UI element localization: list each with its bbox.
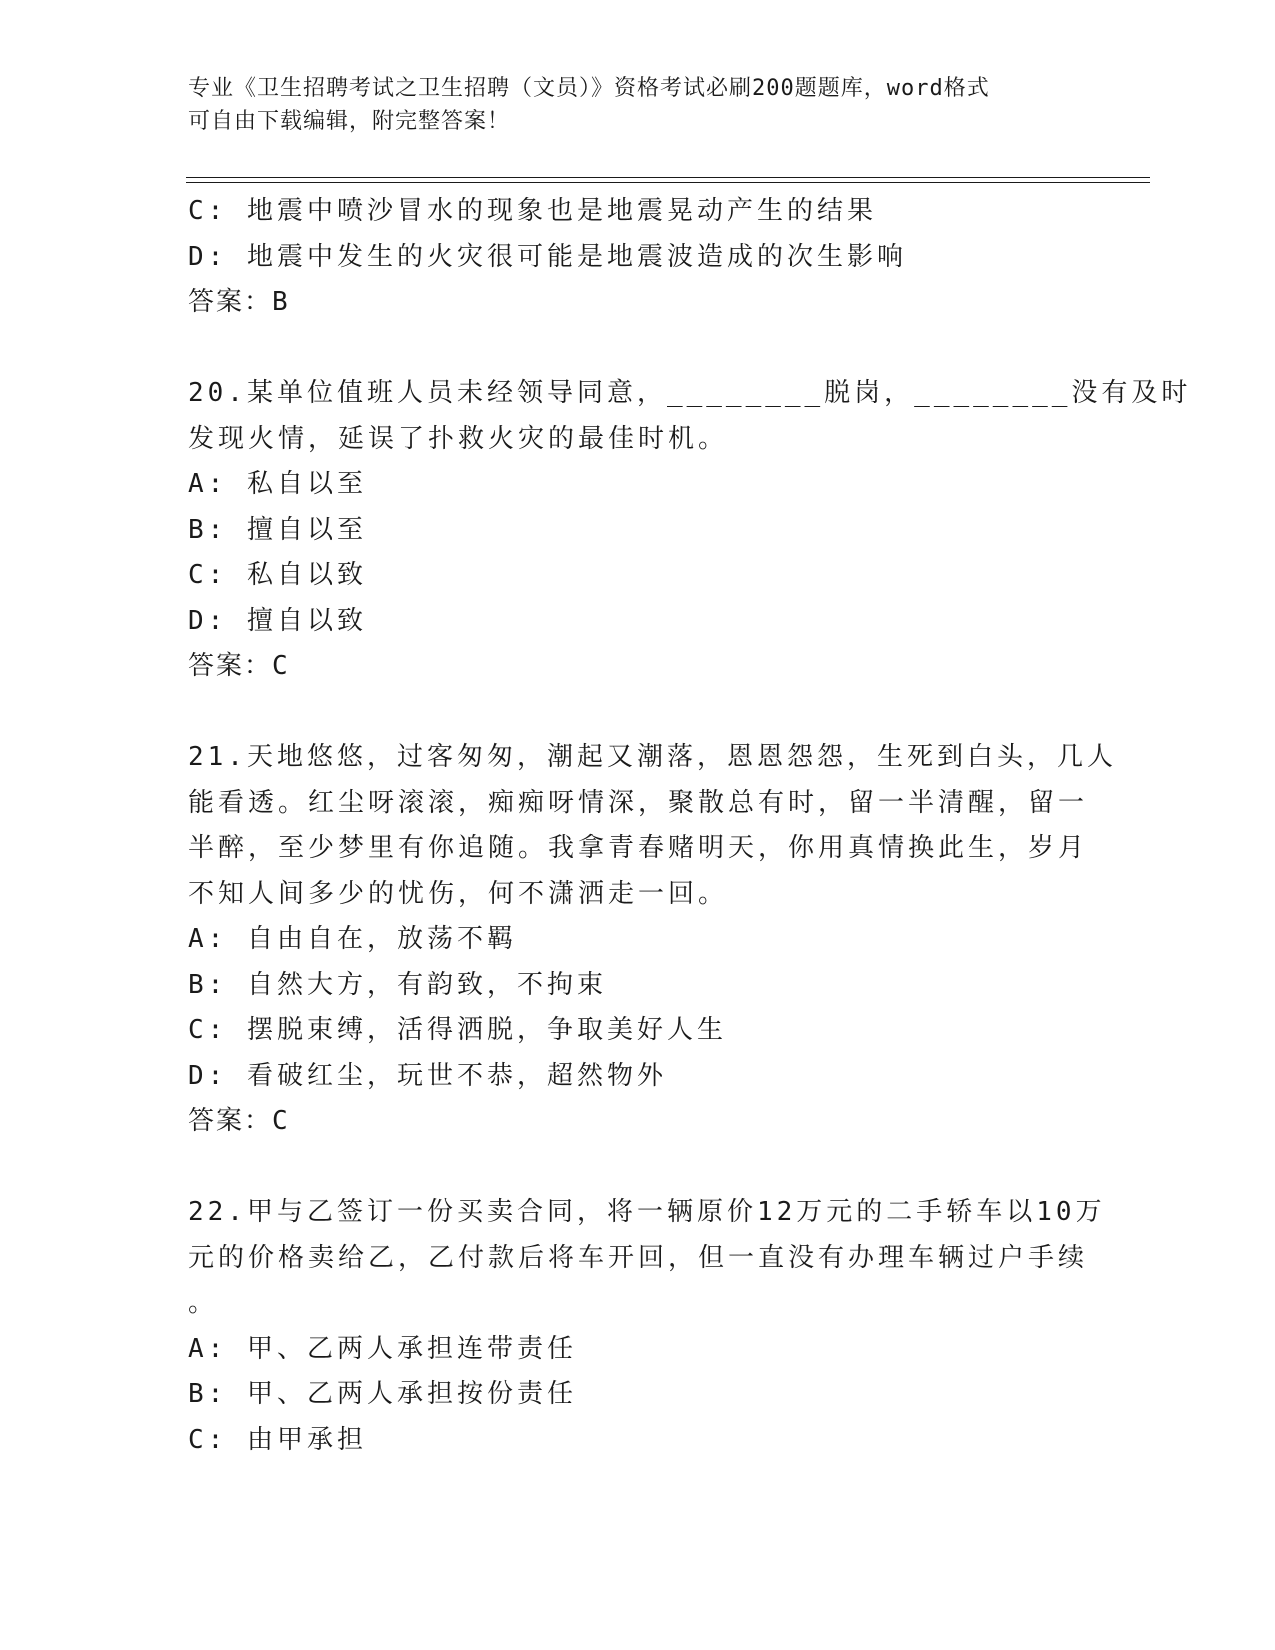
spacer <box>188 1145 1088 1191</box>
document-header <box>188 72 1068 138</box>
answer: 答案：B <box>188 287 290 317</box>
question-stem: 元的价格卖给乙，乙付款后将车开回，但一直没有办理车辆过户手续 <box>188 1242 1089 1273</box>
option-c: C: 地震中喷沙冒水的现象也是地震晃动产生的结果 <box>188 196 877 226</box>
option-d: D: 擅自以致 <box>188 605 367 636</box>
question-stem: 22.甲与乙签订一份买卖合同，将一辆原价12万元的二手轿车以10万 <box>188 1197 1106 1227</box>
option-c: C: 摆脱束缚，活得洒脱，争取美好人生 <box>188 1015 727 1045</box>
question-20 <box>188 371 1192 690</box>
question-stem: 能看透。红尘呀滚滚，痴痴呀情深，聚散总有时，留一半清醒，留一 <box>188 787 1089 818</box>
spacer <box>188 326 1088 372</box>
option-a: A: 私自以至 <box>188 469 367 499</box>
option-b: B: 甲、乙两人承担按份责任 <box>188 1379 577 1409</box>
header-rule-top <box>186 177 1150 178</box>
option-a: A: 自由自在，放荡不羁 <box>188 924 517 954</box>
option-c: C: 私自以致 <box>188 560 367 590</box>
question-stem: 不知人间多少的忧伤，何不潇洒走一回。 <box>188 878 729 909</box>
question-stem: 20.某单位值班人员未经领导同意，________脱岗，________没有及时 <box>188 378 1192 408</box>
option-c: C: 由甲承担 <box>188 1424 367 1455</box>
option-b: B: 擅自以至 <box>188 514 367 545</box>
question-stem: 。 <box>188 1288 219 1318</box>
option-d: D: 看破红尘，玩世不恭，超然物外 <box>188 1060 667 1091</box>
question-list <box>188 189 1192 1463</box>
header-line-1: 专业《卫生招聘考试之卫生招聘（文员）》资格考试必刷200题题库，word格式 <box>188 76 990 101</box>
option-d: D: 地震中发生的火灾很可能是地震波造成的次生影响 <box>188 241 907 272</box>
question-stem: 半醉，至少梦里有你追随。我拿青春赌明天，你用真情换此生，岁月 <box>188 833 1089 863</box>
answer: 答案：C <box>188 651 290 681</box>
question-stem: 21.天地悠悠，过客匆匆，潮起又潮落，恩恩怨怨，生死到白头，几人 <box>188 742 1117 772</box>
question-19-tail <box>188 189 1088 326</box>
answer: 答案：C <box>188 1106 290 1136</box>
question-stem: 发现火情，延误了扑救火灾的最佳时机。 <box>188 423 729 454</box>
option-a: A: 甲、乙两人承担连带责任 <box>188 1333 577 1364</box>
header-rule-bottom <box>186 182 1150 183</box>
spacer <box>188 690 1088 736</box>
option-b: B: 自然大方，有韵致，不拘束 <box>188 969 607 1000</box>
question-21 <box>188 735 1117 1145</box>
question-22 <box>188 1190 1106 1463</box>
header-line-2: 可自由下载编辑，附完整答案！ <box>188 109 511 134</box>
